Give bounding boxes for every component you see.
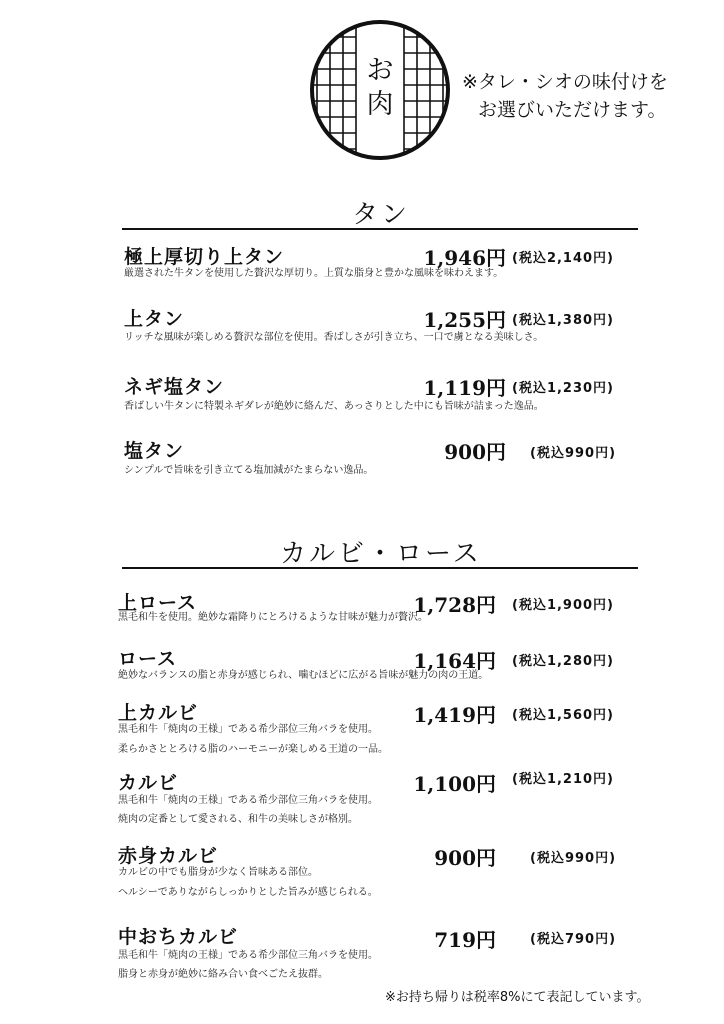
menu-item-tax-price: (税込1,280円) — [512, 654, 615, 669]
seasoning-note — [462, 68, 668, 124]
menu-item-tax-price: (税込1,380円) — [512, 313, 615, 328]
menu-item-description: 焼肉の定番として愛される、和牛の美味しさが格別。 — [118, 814, 358, 825]
section-title-tan: タン — [352, 200, 411, 230]
menu-item-name: カルビ — [118, 772, 179, 794]
menu-item-tax-price: (税込990円) — [530, 446, 617, 461]
menu-item-description: 黒毛和牛「焼肉の王様」である希少部位三角バラを使用。 — [118, 724, 378, 735]
menu-item-description: リッチな風味が楽しめる贅沢な部位を使用。香ばしさが引き立ち、一口で虜となる美味しさ。 — [124, 332, 544, 343]
logo-char-1: お — [366, 55, 394, 86]
menu-item-description: 柔らかさととろける脂のハーモニーが楽しめる王道の一品。 — [118, 744, 388, 755]
menu-item-description: 厳選された牛タンを使用した贅沢な厚切り。上質な脂身と豊かな風味を味わえます。 — [124, 268, 504, 279]
menu-item-tax-price: (税込990円) — [530, 851, 617, 866]
menu-item-name: 赤身カルビ — [118, 845, 219, 867]
menu-item-price: 1,164円 — [413, 649, 496, 673]
menu-item-tax-price: (税込2,140円) — [512, 251, 615, 266]
menu-item-name: 中おちカルビ — [118, 926, 239, 948]
menu-item-description: 絶妙なバランスの脂と赤身が感じられ、噛むほどに広がる旨味が魅力の肉の王道。 — [118, 670, 489, 681]
menu-item-tax-price: (税込1,900円) — [512, 598, 615, 613]
menu-item-name: 上カルビ — [118, 702, 199, 724]
menu-item-tax-price: (税込1,560円) — [512, 708, 615, 723]
lattice-window-circle-icon — [305, 15, 455, 165]
menu-item-price: 900円 — [444, 440, 506, 464]
menu-item-price: 1,100円 — [413, 772, 496, 796]
menu-item-tax-price: (税込1,210円) — [512, 772, 615, 787]
section-divider — [122, 567, 638, 569]
takeout-tax-footnote: ※お持ち帰りは税率8%にて表記しています。 — [385, 990, 650, 1005]
menu-item-name: ネギ塩タン — [124, 376, 225, 398]
menu-item-description: 脂身と赤身が絶妙に絡み合い食べごたえ抜群。 — [118, 969, 328, 980]
menu-item-price: 1,119円 — [423, 376, 506, 400]
logo-char-2: 肉 — [366, 89, 394, 120]
menu-item-name: 上ロース — [118, 592, 198, 614]
menu-item-description: カルビの中でも脂身が少なく旨味ある部位。 — [118, 867, 318, 878]
section-title-kalbi-loin: カルビ・ロース — [280, 539, 482, 569]
menu-item-description: 香ばしい牛タンに特製ネギダレが絶妙に絡んだ、あっさりとした中にも旨味が詰まった逸品。 — [124, 401, 544, 412]
menu-item-price: 719円 — [434, 928, 496, 952]
menu-item-price: 1,728円 — [413, 593, 496, 617]
section-divider — [122, 228, 638, 230]
menu-item-description: 黒毛和牛「焼肉の王様」である希少部位三角バラを使用。 — [118, 795, 378, 806]
menu-item-name: 上タン — [124, 308, 185, 330]
seasoning-note-line-1: ※タレ・シオの味付けを — [462, 71, 668, 93]
menu-item-tax-price: (税込790円) — [530, 932, 617, 947]
menu-item-price: 1,419円 — [413, 703, 496, 727]
menu-item-name: 塩タン — [124, 440, 185, 462]
menu-item-description: 黒毛和牛「焼肉の王様」である希少部位三角バラを使用。 — [118, 950, 378, 961]
menu-item-description: 黒毛和牛を使用。絶妙な霜降りにとろけるような甘味が魅力が贅沢。 — [118, 612, 428, 623]
menu-item-price: 1,946円 — [423, 246, 506, 270]
menu-item-price: 1,255円 — [423, 308, 506, 332]
menu-item-tax-price: (税込1,230円) — [512, 381, 615, 396]
menu-item-name: 極上厚切り上タン — [124, 246, 285, 268]
menu-item-description: シンプルで旨味を引き立てる塩加減がたまらない逸品。 — [124, 465, 374, 476]
menu-item-price: 900円 — [434, 846, 496, 870]
seasoning-note-line-2: お選びいただけます。 — [478, 99, 667, 121]
menu-item-description: ヘルシーでありながらしっかりとした旨みが感じられる。 — [118, 887, 378, 898]
menu-item-name: ロース — [118, 648, 178, 670]
